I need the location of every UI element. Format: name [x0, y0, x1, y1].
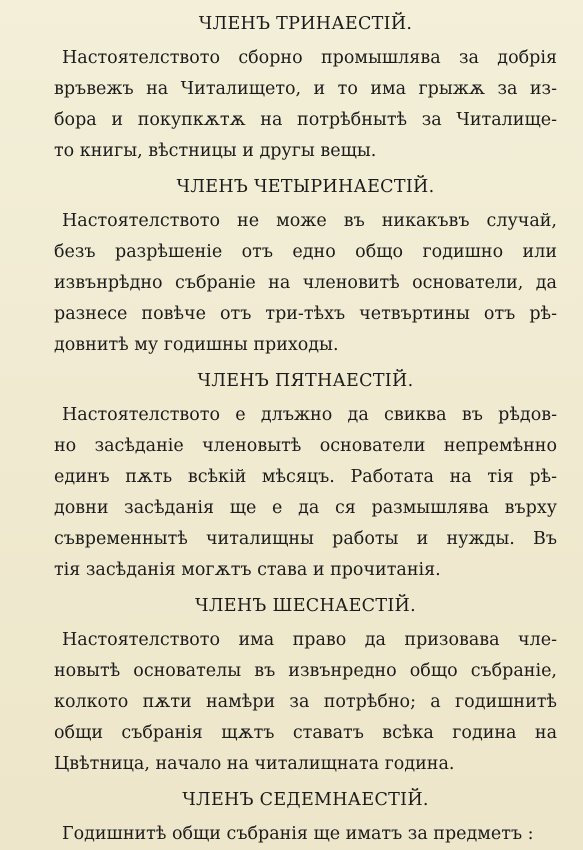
article-14-paragraph [54, 206, 557, 361]
article-14 [54, 167, 557, 361]
text-line: безъ разрѣшеніе отъ едно общо годишно или [54, 242, 557, 262]
text-line: довнитѣ му годишны приходы. [54, 335, 339, 355]
text-line: Годишнитѣ общи събранія ще иматъ за предметъ : [62, 824, 534, 844]
article-16 [54, 586, 557, 780]
text-line: Настоятелството е длъжно да свиква въ рѣдов- [62, 405, 557, 425]
article-15 [54, 361, 557, 586]
article-15-paragraph [54, 400, 557, 586]
article-14-heading: ЧЛЕНЪ ЧЕТЫРИНАЕСТІЙ. [176, 177, 435, 197]
text-line: съвременнытѣ читалищны работы и нужды. Въ [54, 529, 557, 549]
text-line: то книгы, вѣстницы и другы вещы. [54, 141, 377, 161]
text-line: довни засѣданія ще е да ся размышлява върху [54, 498, 557, 518]
text-line: Настоятелството не може въ никакъвъ случай, [62, 211, 557, 231]
text-line: но засѣданіе членовытѣ основатели непремѣнно [54, 436, 557, 456]
article-13 [54, 4, 557, 167]
text-line: общи събранія щѫтъ ставатъ всѣка година на [54, 723, 557, 743]
article-16-paragraph [54, 625, 557, 780]
article-17-heading: ЧЛЕНЪ СЕДЕМНАЕСТІЙ. [182, 790, 429, 810]
text-line: Настоятелството има право да призовава чле- [62, 630, 557, 650]
article-13-paragraph [54, 43, 557, 167]
text-line: Настоятелството сборно промышлява за добрія [62, 48, 557, 68]
text-line: колкото пѫти намѣри за потрѣбно; а годишнитѣ [54, 692, 557, 712]
text-line: единъ пѫть всѣкій мѣсяцъ. Работата на тія рѣ- [54, 467, 557, 487]
article-17 [54, 780, 557, 850]
text-line: Цвѣтница, начало на читалищната година. [54, 754, 455, 774]
text-line: тія засѣданія могѫтъ става и прочитанія. [54, 560, 441, 580]
article-15-heading: ЧЛЕНЪ ПЯТНАЕСТІЙ. [197, 371, 414, 391]
text-line: разнесе повѣче отъ три-тѣхъ четвъртины отъ рѣ- [54, 304, 557, 324]
article-17-paragraph [54, 819, 557, 850]
text-line: извънрѣдно събраніе на членовитѣ основатели, да [54, 273, 557, 293]
article-13-heading: ЧЛЕНЪ ТРИНАЕСТІЙ. [198, 14, 413, 34]
article-16-heading: ЧЛЕНЪ ШЕСНАЕСТІЙ. [195, 596, 416, 616]
text-line: връвежъ на Читалището, и то има грыжѫ за из- [54, 79, 557, 99]
text-line: бора и покупкѫтѫ на потрѣбнытѣ за Читалище- [54, 110, 557, 130]
text-line: новытѣ основателы въ извънредно общо събраніе, [54, 661, 557, 681]
